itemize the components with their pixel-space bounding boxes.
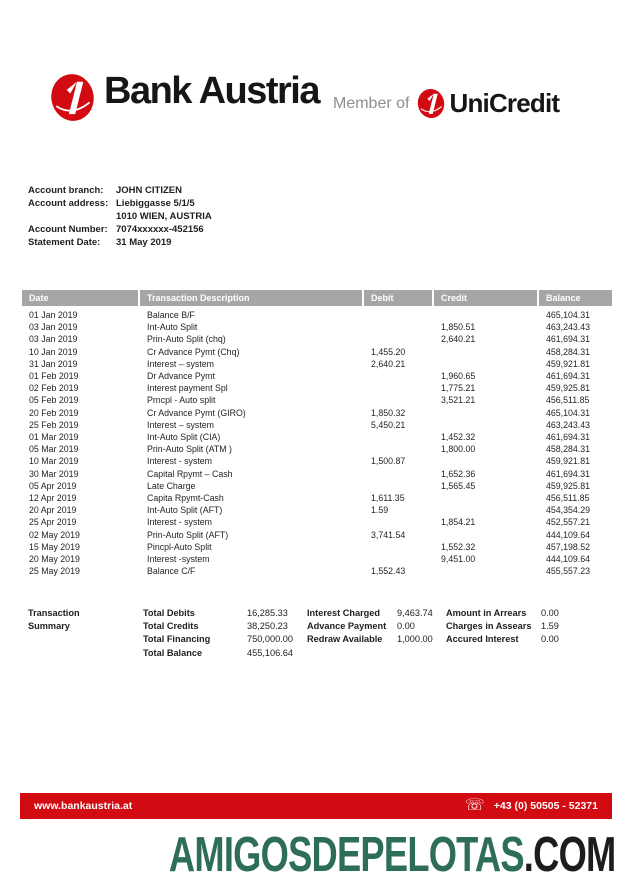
table-cell: 1,552.43	[371, 566, 406, 577]
unicredit-name-text: UniCredit	[449, 88, 560, 118]
table-cell: 461,694.31	[546, 371, 591, 382]
table-row	[22, 382, 612, 394]
table-cell: Pincpl-Auto Split	[147, 541, 212, 552]
table-cell: 05 Mar 2019	[29, 444, 79, 455]
unicredit-sphere-icon	[417, 88, 445, 119]
account-info-value: Liebiggasse 5/1/5	[116, 198, 195, 209]
table-cell: 457,198.52	[546, 541, 591, 552]
table-cell: 459,921.81	[546, 456, 591, 467]
table-cell	[434, 407, 537, 419]
summary-value: 1,000.00	[397, 634, 433, 645]
summary-values-col	[541, 607, 559, 647]
table-cell: 03 Jan 2019	[29, 322, 78, 333]
summary-value: 9,463.74	[397, 608, 433, 618]
table-row	[22, 443, 612, 455]
table-cell: Prin-Auto Split (chq)	[147, 334, 226, 345]
footer-bar	[20, 793, 612, 819]
table-cell	[434, 309, 537, 321]
member-of-text: Member of	[333, 94, 410, 112]
summary-label: Total Credits	[143, 621, 199, 632]
account-info-label: Statement Date:	[28, 237, 101, 248]
table-cell: Interest payment Spl	[147, 383, 228, 394]
table-cell: 20 May 2019	[29, 554, 80, 565]
summary-value: 1.59	[541, 621, 559, 632]
table-cell: Cr Advance Pymt (GIRO)	[147, 407, 246, 418]
transaction-summary	[0, 607, 632, 669]
table-cell: 01 Feb 2019	[29, 371, 79, 382]
summary-title-line2: Summary	[28, 621, 70, 632]
account-info-row	[28, 210, 212, 223]
phone-number: +43 (0) 50505 - 52371	[493, 800, 598, 812]
account-info-label: Account Number:	[28, 224, 108, 235]
column-header-credit: Credit	[434, 290, 537, 306]
table-cell: 20 Apr 2019	[29, 505, 77, 516]
table-cell: Cr Advance Pymt (Chq)	[147, 346, 240, 357]
table-cell: Prin-Auto Split (ATM )	[147, 444, 232, 455]
table-row	[22, 468, 612, 480]
table-row	[22, 419, 612, 431]
summary-title	[28, 607, 80, 633]
summary-value: 0.00	[541, 634, 559, 645]
table-cell: Int-Auto Split (AFT)	[147, 505, 223, 516]
website-link[interactable]: www.bankaustria.at	[34, 800, 133, 812]
table-cell: Late Charge	[147, 480, 196, 491]
table-cell: 458,284.31	[546, 346, 591, 357]
table-cell: 2,640.21	[441, 334, 476, 345]
table-cell	[364, 382, 432, 394]
table-cell	[364, 443, 432, 455]
table-header	[22, 290, 612, 306]
table-cell: 461,694.31	[546, 432, 591, 443]
table-cell: Capital Rpymt – Cash	[147, 468, 233, 479]
bank-austria-sphere-icon	[50, 72, 95, 123]
summary-label: Redraw Available	[307, 634, 383, 645]
table-cell: 1,800.00	[441, 444, 476, 455]
table-cell: 12 Apr 2019	[29, 493, 77, 504]
summary-label: Total Debits	[143, 608, 195, 618]
table-cell: 5,450.21	[371, 419, 406, 430]
column-header-debit: Debit	[364, 290, 432, 306]
table-cell	[364, 468, 432, 480]
table-cell: 25 Apr 2019	[29, 517, 77, 528]
table-row	[22, 516, 612, 528]
table-cell: Prin-Auto Split (AFT)	[147, 529, 229, 540]
table-cell: 3,521.21	[441, 395, 476, 406]
table-cell: 461,694.31	[546, 334, 591, 345]
table-cell: 31 Jan 2019	[29, 358, 78, 369]
table-cell: 454,354.29	[546, 505, 591, 516]
table-cell: 3,741.54	[371, 529, 406, 540]
table-cell: 455,557.23	[546, 566, 591, 577]
table-cell	[434, 346, 537, 358]
watermark	[169, 827, 616, 883]
table-cell: Interest – system	[147, 419, 214, 430]
table-cell: 456,511.85	[546, 395, 590, 406]
table-cell: Prncpl - Auto split	[147, 395, 216, 406]
summary-label: Advance Payment	[307, 621, 387, 632]
account-info-row	[28, 236, 212, 249]
table-cell: 465,104.31	[546, 407, 591, 418]
table-row	[22, 431, 612, 443]
column-header-transaction-description: Transaction Description	[140, 290, 362, 306]
summary-values-col	[397, 607, 433, 647]
table-cell	[434, 492, 537, 504]
table-cell: 459,925.81	[546, 383, 591, 394]
summary-labels-col	[143, 607, 210, 660]
table-cell: 25 Feb 2019	[29, 419, 79, 430]
table-row	[22, 333, 612, 345]
table-row	[22, 480, 612, 492]
table-cell: 03 Jan 2019	[29, 334, 78, 345]
table-cell: 02 Feb 2019	[29, 383, 79, 394]
table-cell: 9,451.00	[441, 554, 476, 565]
table-body	[22, 309, 612, 577]
table-row	[22, 455, 612, 467]
table-cell	[364, 333, 432, 345]
table-cell: 459,921.81	[546, 358, 591, 369]
table-row	[22, 370, 612, 382]
table-cell: 459,925.81	[546, 480, 591, 491]
table-cell: Interest - system	[147, 456, 213, 467]
table-cell: 465,104.31	[546, 310, 591, 320]
account-info-row	[28, 197, 212, 210]
summary-label: Accured Interest	[446, 634, 519, 645]
table-row	[22, 504, 612, 516]
summary-labels-col	[446, 607, 531, 647]
table-cell: 456,511.85	[546, 493, 590, 504]
table-cell: 461,694.31	[546, 468, 591, 479]
account-info-value: JOHN CITIZEN	[116, 185, 182, 196]
table-cell	[364, 541, 432, 553]
table-row	[22, 541, 612, 553]
table-row	[22, 565, 612, 577]
transaction-table	[22, 290, 612, 577]
table-cell: 1,565.45	[441, 480, 476, 491]
table-cell	[434, 504, 537, 516]
summary-label: Interest Charged	[307, 608, 381, 618]
watermark-suffix-text: .COM	[524, 828, 616, 882]
account-info-label: Account address:	[28, 198, 109, 209]
summary-label: Total Financing	[143, 634, 211, 645]
table-row	[22, 321, 612, 333]
table-cell	[364, 516, 432, 528]
table-cell: 1,960.65	[441, 371, 476, 382]
table-cell: 458,284.31	[546, 444, 591, 455]
table-row	[22, 309, 612, 321]
table-cell: 25 May 2019	[29, 566, 80, 577]
summary-labels-col	[307, 607, 386, 647]
table-cell: 1,455.20	[371, 346, 406, 357]
table-cell: 10 Jan 2019	[29, 346, 78, 357]
table-cell	[364, 553, 432, 565]
table-cell: 444,109.64	[546, 554, 591, 565]
table-cell: 1,500.87	[371, 456, 406, 467]
account-info-label: Account branch:	[28, 185, 104, 196]
table-cell: Balance B/F	[147, 310, 195, 320]
bank-austria-logo	[50, 72, 319, 123]
table-cell	[434, 419, 537, 431]
table-cell: 1.59	[371, 505, 389, 516]
telephone-icon: ☏	[464, 797, 485, 814]
table-cell	[364, 431, 432, 443]
table-cell	[364, 394, 432, 406]
table-cell: 463,243.43	[546, 322, 591, 333]
table-cell: 10 Mar 2019	[29, 456, 79, 467]
table-cell: 1,850.32	[371, 407, 406, 418]
summary-value: 455,106.64	[247, 647, 293, 658]
table-cell: Capita Rpymt-Cash	[147, 493, 224, 504]
summary-values-col	[247, 607, 293, 660]
table-cell: 02 May 2019	[29, 529, 80, 540]
table-cell: Dr Advance Pymt	[147, 371, 215, 382]
table-cell	[364, 370, 432, 382]
summary-label: Total Balance	[143, 647, 203, 658]
table-cell: 1,850.51	[441, 322, 476, 333]
table-cell: Int-Auto Split	[147, 322, 198, 333]
table-cell: 1,854.21	[441, 517, 476, 528]
table-cell: 2,640.21	[371, 358, 406, 369]
table-row	[22, 553, 612, 565]
unicredit-logo	[333, 88, 559, 119]
table-cell: 01 Mar 2019	[29, 432, 79, 443]
account-info-value: 31 May 2019	[116, 237, 172, 248]
table-cell: 20 Feb 2019	[29, 407, 79, 418]
table-row	[22, 529, 612, 541]
bank-name-text: Bank Austria	[104, 70, 319, 112]
column-header-date: Date	[22, 290, 138, 306]
table-cell: 463,243.43	[546, 419, 591, 430]
table-cell: 444,109.64	[546, 529, 591, 540]
table-cell: 15 May 2019	[29, 541, 80, 552]
table-cell: 05 Apr 2019	[29, 480, 77, 491]
table-row	[22, 394, 612, 406]
table-cell: 1,552.32	[441, 541, 476, 552]
table-cell: Balance C/F	[147, 566, 196, 577]
table-cell: 05 Feb 2019	[29, 395, 79, 406]
account-info-row	[28, 223, 212, 236]
summary-value: 38,250.23	[247, 621, 288, 632]
summary-value: 750,000.00	[247, 634, 293, 645]
table-cell: 30 Mar 2019	[29, 468, 79, 479]
table-cell: 1,452.32	[441, 432, 476, 443]
table-cell: 452,557.21	[546, 517, 591, 528]
table-cell: Interest -system	[147, 554, 210, 565]
table-cell: 1,652.36	[441, 468, 476, 479]
table-cell: Interest - system	[147, 517, 213, 528]
table-cell	[434, 529, 537, 541]
table-cell: 1,611.35	[371, 493, 405, 504]
table-cell: 01 Jan 2019	[29, 310, 78, 320]
summary-value: 0.00	[397, 621, 415, 632]
summary-label: Amount in Arrears	[446, 608, 527, 618]
table-row	[22, 358, 612, 370]
table-row	[22, 407, 612, 419]
table-cell: 1,775.21	[441, 383, 476, 394]
table-cell	[364, 309, 432, 321]
table-cell	[434, 358, 537, 370]
summary-value: 0.00	[541, 608, 559, 618]
summary-label: Charges in Assears	[446, 621, 532, 632]
table-cell: Int-Auto Split (CIA)	[147, 432, 221, 443]
account-info-row	[28, 184, 212, 197]
table-cell	[364, 321, 432, 333]
account-info-value: 7074xxxxxx-452156	[116, 224, 204, 235]
account-info-value: 1010 WIEN, AUSTRIA	[116, 211, 212, 222]
table-cell	[364, 480, 432, 492]
summary-value: 16,285.33	[247, 608, 288, 618]
phone-group	[465, 798, 598, 814]
table-cell	[434, 455, 537, 467]
table-cell	[434, 565, 537, 577]
account-info-block	[28, 184, 212, 249]
watermark-main-text: AMIGOSDEPELOTAS	[169, 828, 525, 882]
table-row	[22, 346, 612, 358]
account-info-label	[28, 210, 116, 223]
table-cell: Interest – system	[147, 358, 214, 369]
column-header-balance: Balance	[539, 290, 612, 306]
summary-title-line1: Transaction	[28, 608, 80, 618]
table-row	[22, 492, 612, 504]
